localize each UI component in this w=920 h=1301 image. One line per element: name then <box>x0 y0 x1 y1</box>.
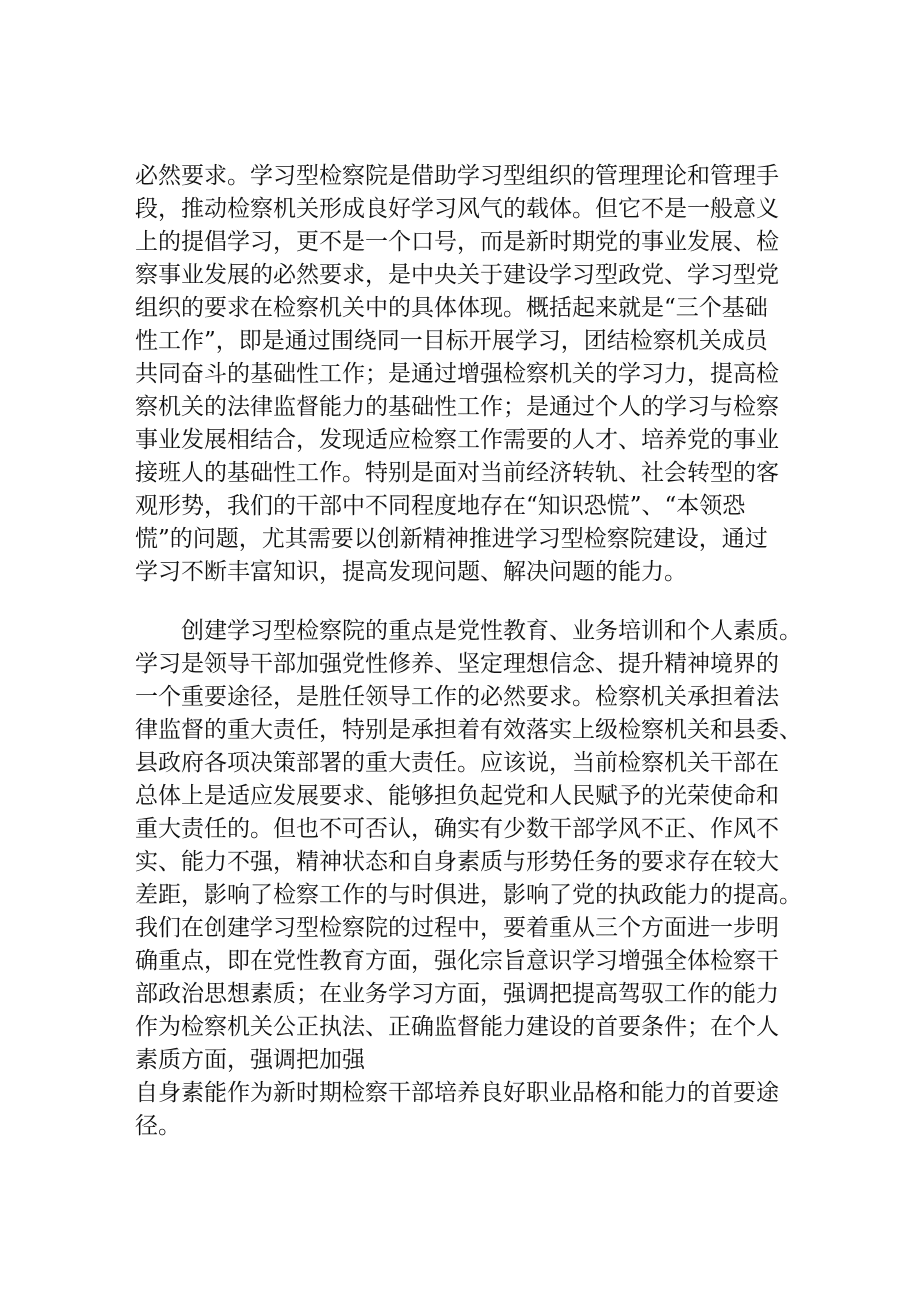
text-line: 自身素能作为新时期检察干部培养良好职业品格和能力的首要途 <box>135 1080 779 1106</box>
text-line: 部政治思想素质；在业务学习方面，强调把提高驾驭工作的能力 <box>135 981 779 1007</box>
text-line: 上的提倡学习，更不是一个口号，而是新时期党的事业发展、检 <box>135 229 779 255</box>
text-line: 我们在创建学习型检察院的过程中，要着重从三个方面进一步明 <box>135 915 779 941</box>
text-line: 素质方面，强调把加强 <box>135 1047 365 1073</box>
text-line: 学习是领导干部加强党性修养、坚定理想信念、提升精神境界的 <box>135 651 779 677</box>
text-line: 组织的要求在检察机关中的具体体现。概括起来就是“三个基础 <box>135 295 768 321</box>
text-line: 段，推动检察机关形成良好学习风气的载体。但它不是一般意义 <box>135 196 779 222</box>
text-line: 事业发展相结合，发现适应检察工作需要的人才、培养党的事业 <box>135 427 779 453</box>
text-line: 性工作”，即是通过围绕同一目标开展学习，团结检察机关成员 <box>135 328 768 354</box>
text-line: 接班人的基础性工作。特别是面对当前经济转轨、社会转型的客 <box>135 460 779 486</box>
text-line: 律监督的重大责任，特别是承担着有效落实上级检察机关和县委、 <box>135 717 802 743</box>
text-line: 径。 <box>135 1113 181 1139</box>
text-line: 必然要求。学习型检察院是借助学习型组织的管理理论和管理手 <box>135 163 779 189</box>
text-line: 差距，影响了检察工作的与时俱进，影响了党的执政能力的提高。 <box>135 882 802 908</box>
text-line: 察机关的法律监督能力的基础性工作；是通过个人的学习与检察 <box>135 394 779 420</box>
text-line: 察事业发展的必然要求，是中央关于建设学习型政党、学习型党 <box>135 262 779 288</box>
text-line: 观形势，我们的干部中不同程度地存在“知识恐慌”、“本领恐 <box>135 493 746 519</box>
text-line: 总体上是适应发展要求、能够担负起党和人民赋予的光荣使命和 <box>135 783 779 809</box>
text-line: 县政府各项决策部署的重大责任。应该说，当前检察机关干部在 <box>135 750 779 776</box>
text-line: 实、能力不强，精神状态和自身素质与形势任务的要求存在较大 <box>135 849 779 875</box>
text-line: 慌”的问题，尤其需要以创新精神推进学习型检察院建设，通过 <box>135 526 768 552</box>
text-line: 学习不断丰富知识，提高发现问题、解决问题的能力。 <box>135 559 687 585</box>
text-line: 共同奋斗的基础性工作；是通过增强检察机关的学习力，提高检 <box>135 361 779 387</box>
text-line: 确重点，即在党性教育方面，强化宗旨意识学习增强全体检察干 <box>135 948 779 974</box>
text-line: 作为检察机关公正执法、正确监督能力建设的首要条件；在个人 <box>135 1014 779 1040</box>
text-line: 创建学习型检察院的重点是党性教育、业务培训和个人素质。 <box>135 618 802 644</box>
text-line: 一个重要途径，是胜任领导工作的必然要求。检察机关承担着法 <box>135 684 779 710</box>
text-line: 重大责任的。但也不可否认，确实有少数干部学风不正、作风不 <box>135 816 779 842</box>
